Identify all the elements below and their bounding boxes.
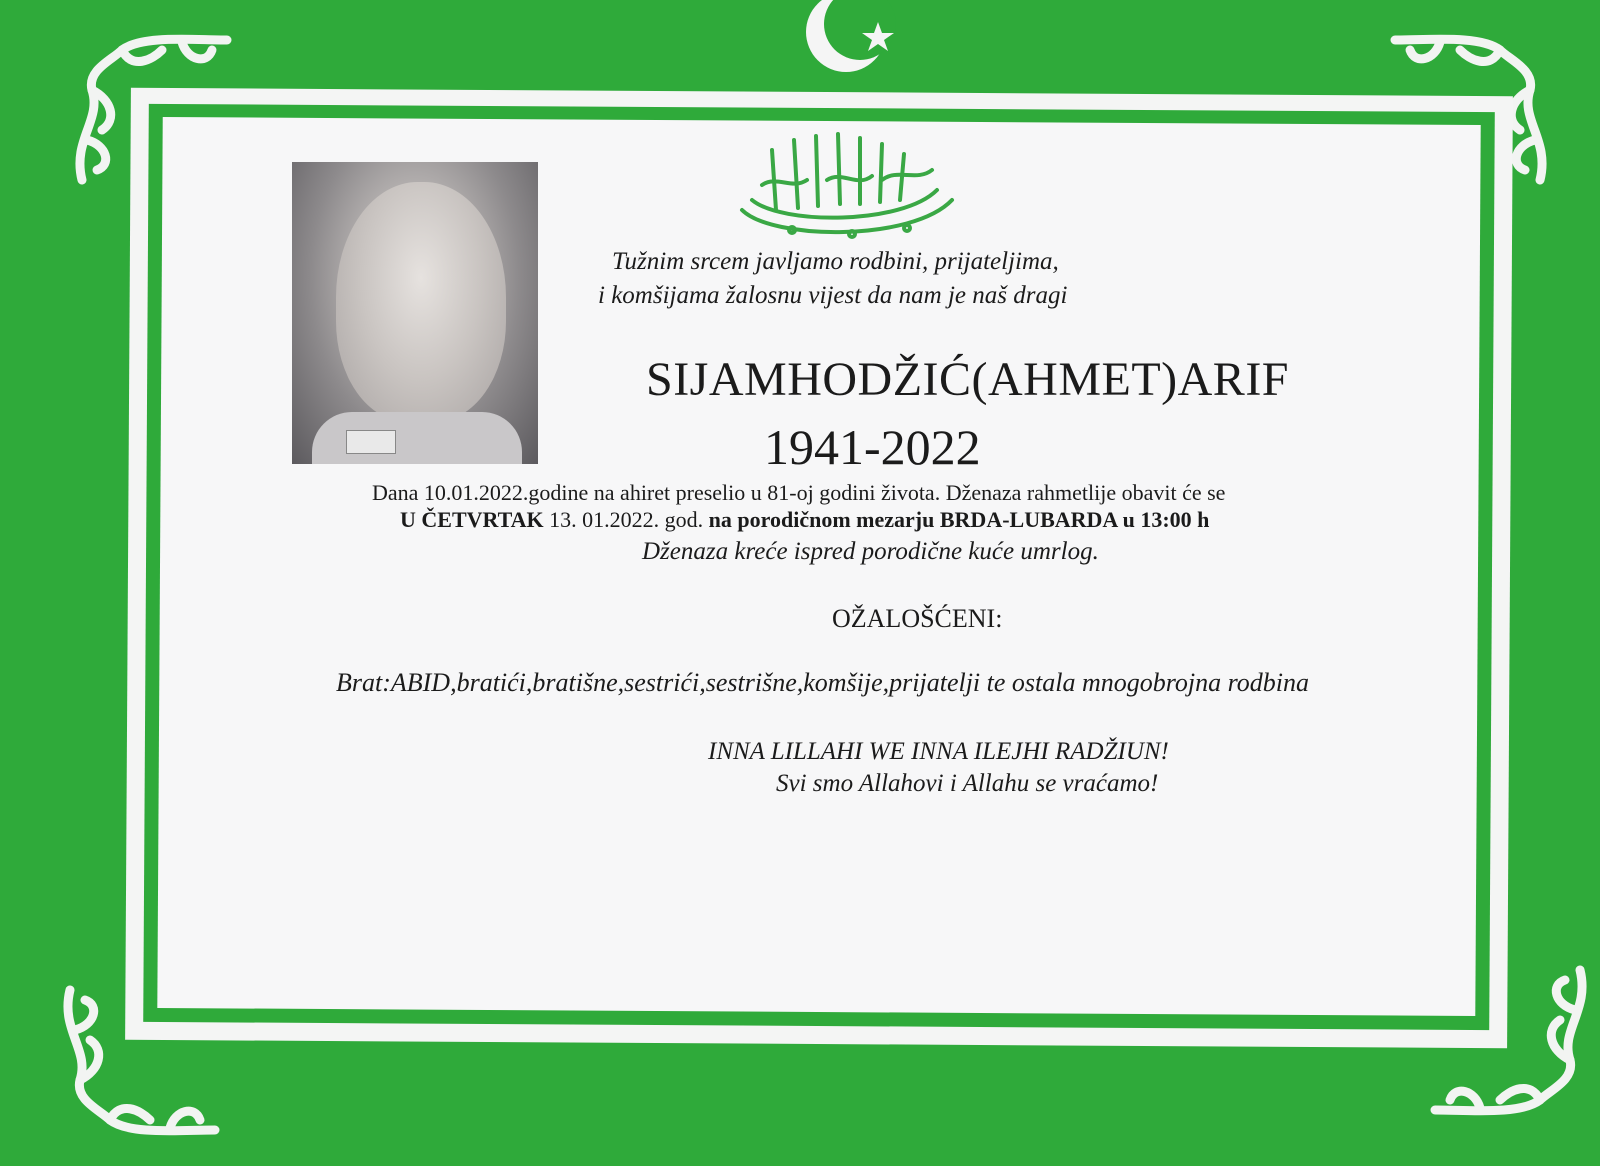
funeral-line xyxy=(400,507,1209,533)
life-years: 1941-2022 xyxy=(764,419,981,475)
portrait-face xyxy=(336,182,506,422)
portrait-shirt xyxy=(312,412,522,464)
deceased-name: SIJAMHODŽIĆ(AHMET)ARIF xyxy=(646,353,1289,406)
intro-line-1: Tužnim srcem javljamo rodbini, prijateljima, xyxy=(612,248,1059,275)
prayer-line-2: Svi smo Allahovi i Allahu se vraćamo! xyxy=(776,770,1159,797)
prayer-line-1: INNA LILLAHI WE INNA ILEJHI RADŽIUN! xyxy=(708,738,1169,765)
funeral-place: na porodičnom mezarju BRDA-LUBARDA u 13:00 h xyxy=(708,507,1210,532)
portrait-photo xyxy=(292,162,538,464)
intro-line-2: i komšijama žalosnu vijest da nam je naš dragi xyxy=(598,282,1068,309)
death-line: Dana 10.01.2022.godine na ahiret preselio u 81-oj godini života. Dženaza rahmetlije obavit će se xyxy=(372,480,1226,505)
arabic-calligraphy xyxy=(732,130,962,250)
mourners-list: Brat:ABID,bratići,bratišne,sestrići,sestrišne,komšije,prijatelji te ostala mnogobrojna rodbina xyxy=(336,668,1310,697)
funeral-day: U ČETVRTAK xyxy=(400,507,544,532)
procession-line: Dženaza kreće ispred porodične kuće umrlog. xyxy=(642,538,1099,565)
funeral-date: 13. 01.2022. god. xyxy=(543,507,709,532)
mourners-heading: OŽALOŠĆENI: xyxy=(832,604,1003,633)
portrait-label xyxy=(346,430,396,454)
crescent-star-icon xyxy=(800,0,910,84)
